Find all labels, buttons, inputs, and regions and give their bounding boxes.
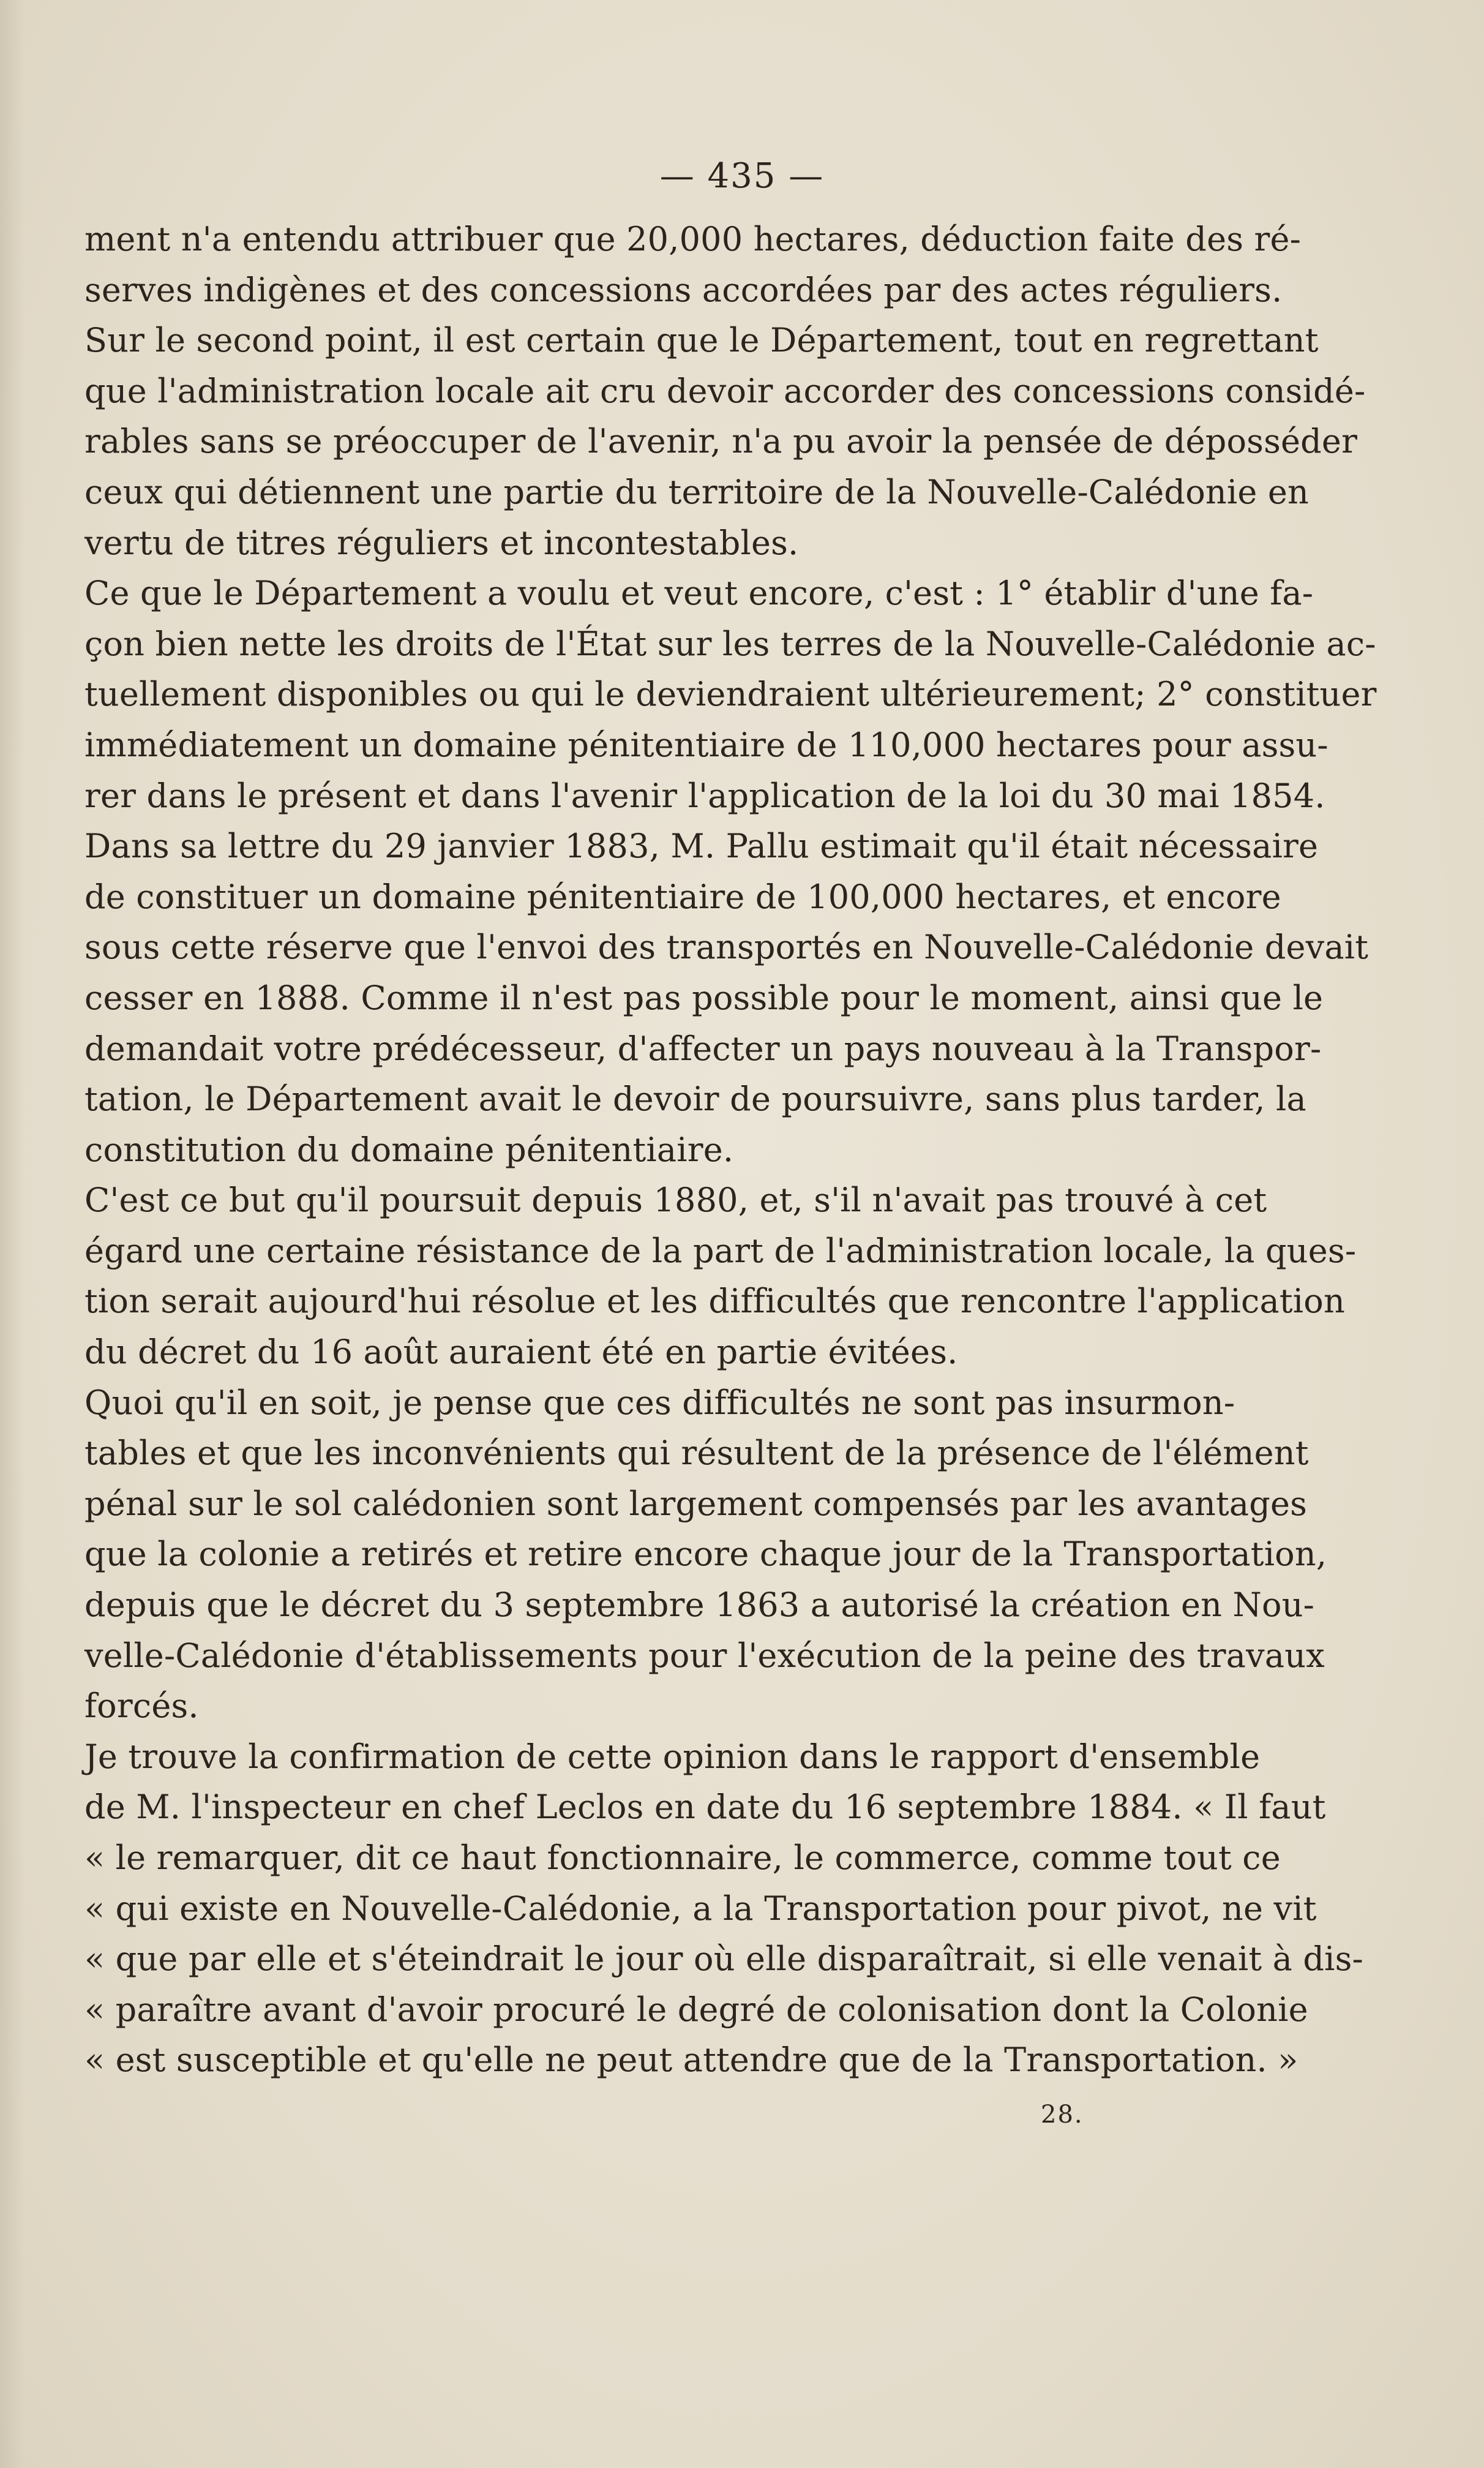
text-line: çon bien nette les droits de l'État sur les terres de la Nouvelle-Calédonie ac- bbox=[84, 624, 1376, 663]
text-line: « le remarquer, dit ce haut fonctionnaire, le commerce, comme tout ce bbox=[84, 1838, 1281, 1877]
text-line: Je trouve la confirmation de cette opinion dans le rapport d'ensemble bbox=[84, 1737, 1261, 1776]
text-line: Quoi qu'il en soit, je pense que ces difficultés ne sont pas insurmon- bbox=[84, 1383, 1235, 1422]
text-line: tuellement disponibles ou qui le deviendraient ultérieurement; 2° constituer bbox=[84, 675, 1377, 714]
text-line: vertu de titres réguliers et incontestables. bbox=[84, 523, 799, 562]
text-line: « est susceptible et qu'elle ne peut attendre que de la Transportation. » bbox=[84, 2041, 1298, 2080]
text-line: sous cette réserve que l'envoi des transportés en Nouvelle-Calédonie devait bbox=[84, 928, 1369, 967]
text-line: que la colonie a retirés et retire encore chaque jour de la Transportation, bbox=[84, 1535, 1327, 1574]
text-line: ceux qui détiennent une partie du territoire de la Nouvelle-Calédonie en bbox=[84, 472, 1310, 511]
signature-mark: 28. bbox=[1041, 2101, 1084, 2129]
binding-gutter-shadow bbox=[0, 0, 24, 2468]
page-number: — 435 — bbox=[659, 156, 825, 196]
text-line: Sur le second point, il est certain que le Département, tout en regrettant bbox=[84, 321, 1319, 360]
text-line: « paraître avant d'avoir procuré le degré de colonisation dont la Colonie bbox=[84, 1990, 1308, 2029]
text-line: égard une certaine résistance de la part de l'administration locale, la ques- bbox=[84, 1231, 1357, 1270]
text-line: de M. l'inspecteur en chef Leclos en date du 16 septembre 1884. « Il faut bbox=[84, 1788, 1326, 1827]
text-line: depuis que le décret du 3 septembre 1863 a autorisé la création en Nou- bbox=[84, 1586, 1315, 1625]
text-line: « qui existe en Nouvelle-Calédonie, a la Transportation pour pivot, ne vit bbox=[84, 1889, 1317, 1928]
text-line: forcés. bbox=[84, 1687, 199, 1726]
text-line: « que par elle et s'éteindrait le jour où elle disparaîtrait, si elle venait à dis- bbox=[84, 1939, 1363, 1979]
text-line: cesser en 1888. Comme il n'est pas possible pour le moment, ainsi que le bbox=[84, 978, 1324, 1017]
text-line: du décret du 16 août auraient été en partie évitées. bbox=[84, 1333, 958, 1372]
text-line: immédiatement un domaine pénitentiaire de 110,000 hectares pour assu- bbox=[84, 725, 1328, 764]
text-line: Ce que le Département a voulu et veut encore, c'est : 1° établir d'une fa- bbox=[84, 574, 1314, 613]
text-line: rer dans le présent et dans l'avenir l'application de la loi du 30 mai 1854. bbox=[84, 776, 1325, 815]
text-line: Dans sa lettre du 29 janvier 1883, M. Pallu estimait qu'il était nécessaire bbox=[84, 827, 1319, 866]
text-line: rables sans se préoccuper de l'avenir, n'a pu avoir la pensée de déposséder bbox=[84, 422, 1358, 461]
text-line: ment n'a entendu attribuer que 20,000 hectares, déduction faite des ré- bbox=[84, 220, 1302, 258]
text-line: serves indigènes et des concessions accordées par des actes réguliers. bbox=[84, 270, 1283, 309]
text-line: de constituer un domaine pénitentiaire de 100,000 hectares, et encore bbox=[84, 877, 1281, 916]
text-line: tation, le Département avait le devoir de poursuivre, sans plus tarder, la bbox=[84, 1080, 1306, 1119]
text-line: velle-Calédonie d'établissements pour l'exécution de la peine des travaux bbox=[84, 1636, 1325, 1675]
text-line: tion serait aujourd'hui résolue et les difficultés que rencontre l'application bbox=[84, 1282, 1345, 1321]
text-line: pénal sur le sol calédonien sont largement compensés par les avantages bbox=[84, 1484, 1308, 1523]
text-line: que l'administration locale ait cru devoir accorder des concessions considé- bbox=[84, 371, 1366, 410]
text-line: tables et que les inconvénients qui résultent de la présence de l'élément bbox=[84, 1434, 1309, 1473]
text-line: demandait votre prédécesseur, d'affecter un pays nouveau à la Transpor- bbox=[84, 1029, 1322, 1068]
text-line: constitution du domaine pénitentiaire. bbox=[84, 1130, 734, 1169]
text-line: C'est ce but qu'il poursuit depuis 1880, et, s'il n'avait pas trouvé à cet bbox=[84, 1181, 1267, 1220]
body-text bbox=[84, 214, 1377, 2086]
